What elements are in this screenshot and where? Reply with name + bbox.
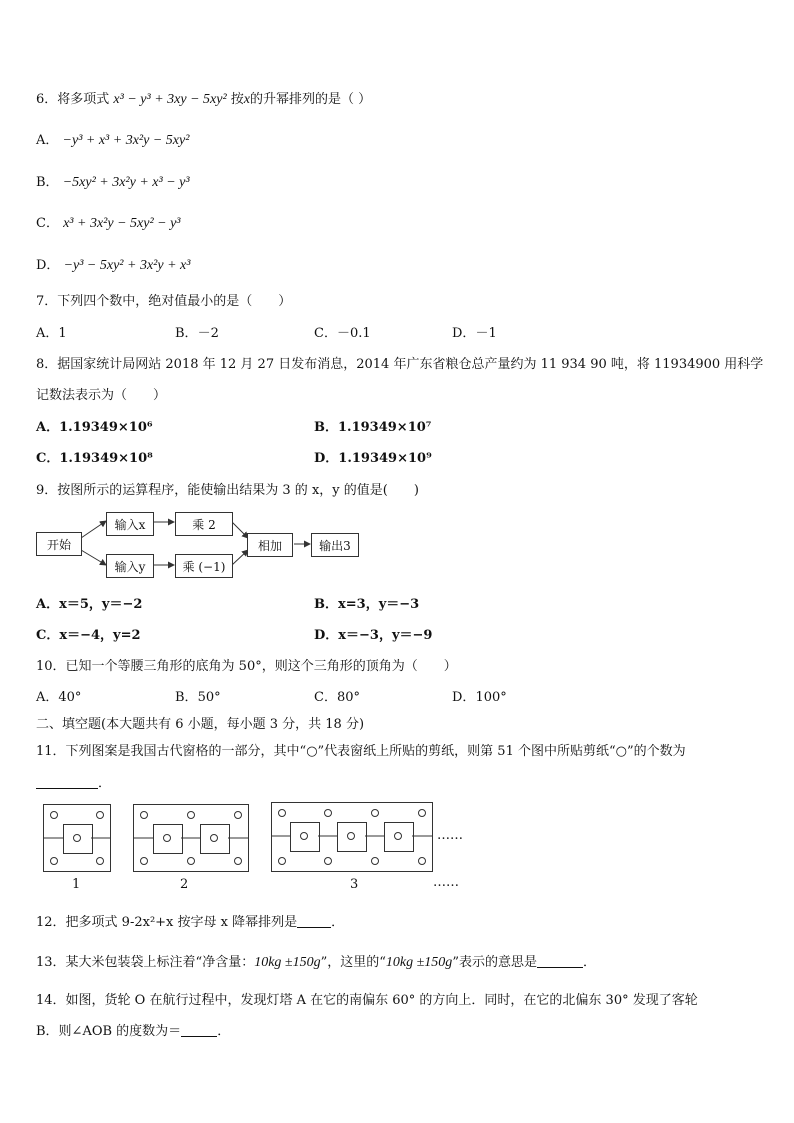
- q7-option-d: D．－1: [452, 326, 497, 341]
- answer-blank[interactable]: [181, 1036, 217, 1037]
- q6-expression: x³ − y³ + 3xy − 5xy²: [113, 92, 227, 107]
- label-ellipsis: ……: [433, 875, 459, 890]
- window-pattern-2: [133, 804, 249, 872]
- flow-multiply-neg1-box: 乘 (−1): [175, 554, 233, 578]
- q6-option-b: B． −5xy² + 3x²y + x³ − y³: [36, 175, 190, 190]
- q14-stem-line1: 14．如图，货轮 O 在航行过程中，发现灯塔 A 在它的南偏东 60° 的方向上．同时，在它的北偏东 30° 发现了客轮: [36, 993, 698, 1008]
- q9-option-c: C．x＝−4，y=2: [36, 628, 141, 643]
- q6-stem: 6．将多项式 x³ − y³ + 3xy − 5xy² 按x的升幂排列的是（ ）: [36, 92, 372, 107]
- q10-option-d: D．100°: [452, 690, 507, 705]
- q11-stem: 11．下列图案是我国古代窗格的一部分，其中“○”代表窗纸上所贴的剪纸，则第 51 个图中所贴剪纸“○”的个数为: [36, 744, 686, 759]
- q7-option-c: C．－0.1: [314, 326, 371, 341]
- flow-input-x-box: 输入x: [106, 512, 154, 536]
- q8-option-d: D．1.19349×10⁹: [314, 451, 432, 466]
- q8-option-a: A．1.19349×10⁶: [36, 420, 153, 435]
- q14-stem-line2: B．则∠AOB 的度数为＝ ．: [36, 1024, 231, 1039]
- q10-option-a: A．40°: [36, 690, 82, 705]
- q9-option-d: D．x＝−3，y＝−9: [314, 628, 433, 643]
- answer-blank[interactable]: [36, 788, 98, 789]
- answer-blank[interactable]: [537, 967, 583, 968]
- q10-option-b: B．50°: [175, 690, 221, 705]
- q8-option-c: C．1.19349×10⁸: [36, 451, 153, 466]
- pattern-label-1: 1: [72, 877, 81, 892]
- q7-stem: 7．下列四个数中，绝对值最小的是（ ）: [36, 294, 292, 309]
- q9-option-b: B．x=3，y＝−3: [314, 597, 420, 612]
- q13-stem: 13．某大米包装袋上标注着“净含量：10kg ±150g”，这里的“10kg ±150g”表示的意思是 ．: [36, 955, 596, 970]
- q11-answer-line: ．: [36, 772, 111, 791]
- net-weight-value: 10kg ±150g: [254, 955, 321, 970]
- window-pattern-3: [271, 802, 433, 872]
- q12-stem: 12．把多项式 9-2x²+x 按字母 x 降幂排列是 ．: [36, 915, 345, 930]
- section-heading-fill-in: 二、填空题(本大题共有 6 小题，每小题 3 分，共 18 分): [36, 717, 365, 732]
- q8-stem-line1: 8．据国家统计局网站 2018 年 12 月 27 日发布消息，2014 年广东省粮仓总产量约为 11 934 90 吨，将 11934900 用科学: [36, 357, 764, 372]
- flow-input-y-box: 输入y: [106, 554, 154, 578]
- q6-option-d: D． −y³ − 5xy² + 3x²y + x³: [36, 258, 191, 273]
- q7-option-b: B．－2: [175, 326, 219, 341]
- flow-multiply-2-box: 乘 2: [175, 512, 233, 536]
- flow-output-box: 输出3: [311, 533, 359, 557]
- flow-add-box: 相加: [247, 533, 293, 557]
- q9-stem: 9．按图所示的运算程序，能使输出结果为 3 的 x，y 的值是( ): [36, 483, 419, 498]
- answer-blank[interactable]: [297, 927, 331, 928]
- q7-option-a: A．1: [36, 326, 67, 341]
- flow-start-box: 开始: [36, 532, 82, 556]
- q10-stem: 10．已知一个等腰三角形的底角为 50°，则这个三角形的顶角为（ ）: [36, 659, 457, 674]
- pattern-label-2: 2: [180, 877, 189, 892]
- q8-option-b: B．1.19349×10⁷: [314, 420, 432, 435]
- q6-option-c: C． x³ + 3x²y − 5xy² − y³: [36, 216, 181, 231]
- q10-option-c: C．80°: [314, 690, 360, 705]
- window-pattern-1: [43, 804, 111, 872]
- q6-option-a: A． −y³ + x³ + 3x²y − 5xy²: [36, 133, 190, 148]
- q8-stem-line2: 记数法表示为（ ）: [36, 388, 167, 403]
- pattern-ellipsis: ……: [437, 828, 463, 843]
- pattern-label-3: 3: [350, 877, 359, 892]
- q9-option-a: A．x＝5，y＝−2: [36, 597, 143, 612]
